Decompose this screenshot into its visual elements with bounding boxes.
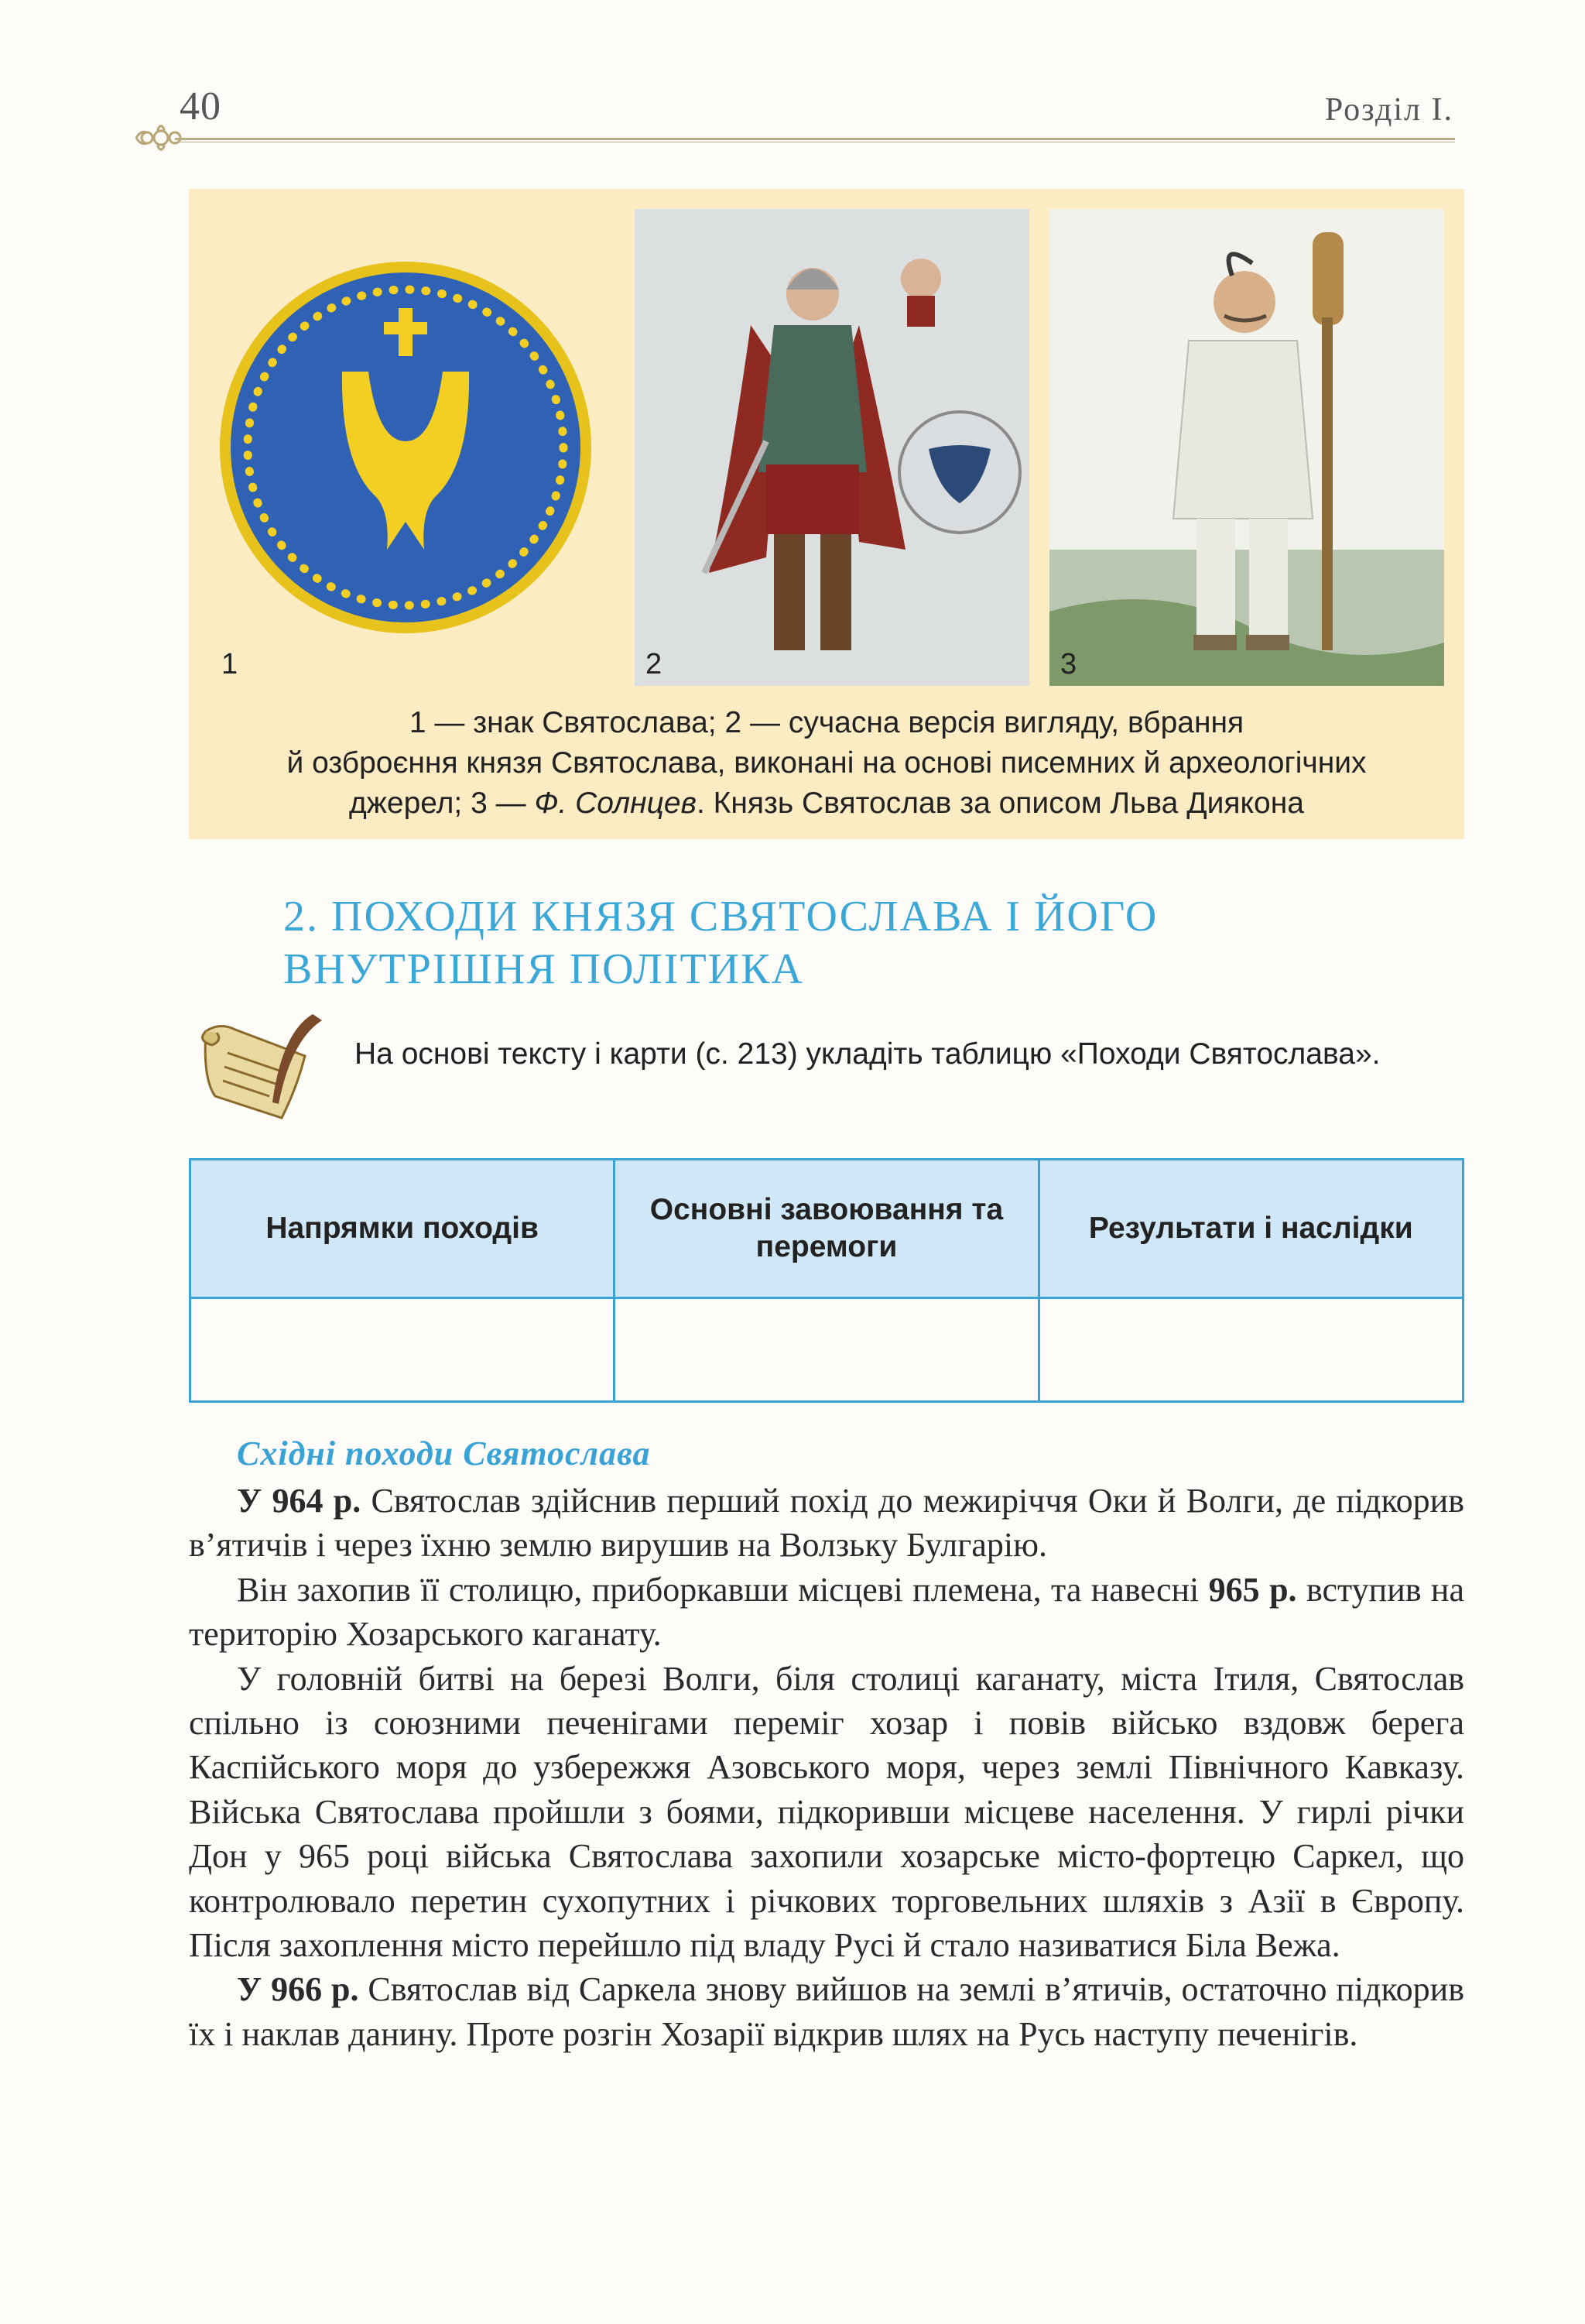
caption-line-3 [189,783,1464,824]
figure-label-3: 3 [1060,648,1077,680]
table-header-conquests: Основні завоювання та перемоги [614,1160,1039,1298]
paragraph-1-text: Святослав здійснив перший похід до межиріччя Оки й Волги, де підкорив в’ятичів і через їхню землю вирушив на Волзьку Булгарію. [189,1482,1464,1565]
figure-label-2: 2 [645,648,662,680]
warrior-figure-icon [635,209,1029,686]
article-body [189,1479,1464,2056]
scroll-quill-icon [189,1009,325,1124]
page-number: 40 [180,84,221,129]
sviatoslav-reconstruction-image [635,209,1029,686]
sviatoslav-solntsev-image [1049,209,1444,686]
date-966: У 966 р. [237,1970,359,2009]
date-965: 965 р. [1208,1570,1297,1609]
table-row [190,1298,1463,1402]
paragraph-3: У головній битві на березі Волги, біля столиці каганату, міста Ітиля, Святослав спільно із союзними печенігами переміг хозар і повів військо вздовж берега Каспійського моря до узбережжя Азовського моря, через землі Північного Кавказу. Війська Святослава пройшли з боями, підкоривши місцеве населення. У гирлі річки Дон у 965 році війська Святослава захопили хозарське місто-фортецю Саркел, що контролювало перетин сухопутних і річкових торговельних шляхів з Азії в Європу. Після захоплення місто перейшло під владу Русі й стало називатися Біла Вежа. [189,1659,1464,1965]
table-cell-empty [190,1298,614,1402]
paragraph-4 [189,1967,1464,2056]
section-label: Розділ І. [1324,92,1453,128]
paragraph-1 [189,1479,1464,1568]
header-rule [175,138,1455,142]
section-heading-line-2: ВНУТРІШНЯ ПОЛІТИКА [283,945,804,993]
campaigns-table [189,1158,1464,1403]
trident-emblem-icon [211,209,613,686]
figure-label-1: 1 [221,648,238,680]
section-heading-line-1: 2. ПОХОДИ КНЯЗЯ СВЯТОСЛАВА І ЙОГО [283,893,1159,941]
prince-with-oar-icon [1049,209,1444,686]
article-subheading: Східні походи Святослава [237,1435,651,1472]
figure-panel [189,189,1464,839]
caption-author: Ф. Солнцев [534,787,697,820]
paragraph-2-text-a: Він захопив її столицю, приборкавши місцеві племена, та навесні [237,1570,1209,1609]
caption-line-3-end: . Князь Святослав за описом Льва Диякона [696,787,1304,820]
table-cell-empty [1039,1298,1463,1402]
paragraph-2-text-b: вступив на територію Хозарського каганату. [189,1570,1464,1654]
sviatoslav-sign-image [211,209,613,686]
table-header-directions: Напрямки походів [190,1160,614,1298]
section-heading [283,890,1367,996]
figure-caption [189,703,1464,824]
caption-line-3-start: джерел; 3 — [349,787,535,820]
caption-line-2: й озброєння князя Святослава, виконані на основі писемних й археологічних [286,746,1367,780]
paragraph-2 [189,1568,1464,1657]
table-cell-empty [614,1298,1039,1402]
table-header-results: Результати і наслідки [1039,1160,1463,1298]
task-instruction: На основі тексту і карти (с. 213) укладіть таблицю «Походи Святослава». [354,1037,1381,1071]
paragraph-4-text: Святослав від Саркела знову вийшов на землі в’ятичів, остаточно підкорив їх і наклав данину. Проте розгін Хозарії відкрив шлях на Русь наступу печенігів. [189,1970,1464,2053]
caption-line-1: 1 — знак Святослава; 2 — сучасна версія вигляду, вбрання [409,706,1244,739]
date-964: У 964 р. [237,1482,361,1520]
table-header-row [190,1160,1463,1298]
